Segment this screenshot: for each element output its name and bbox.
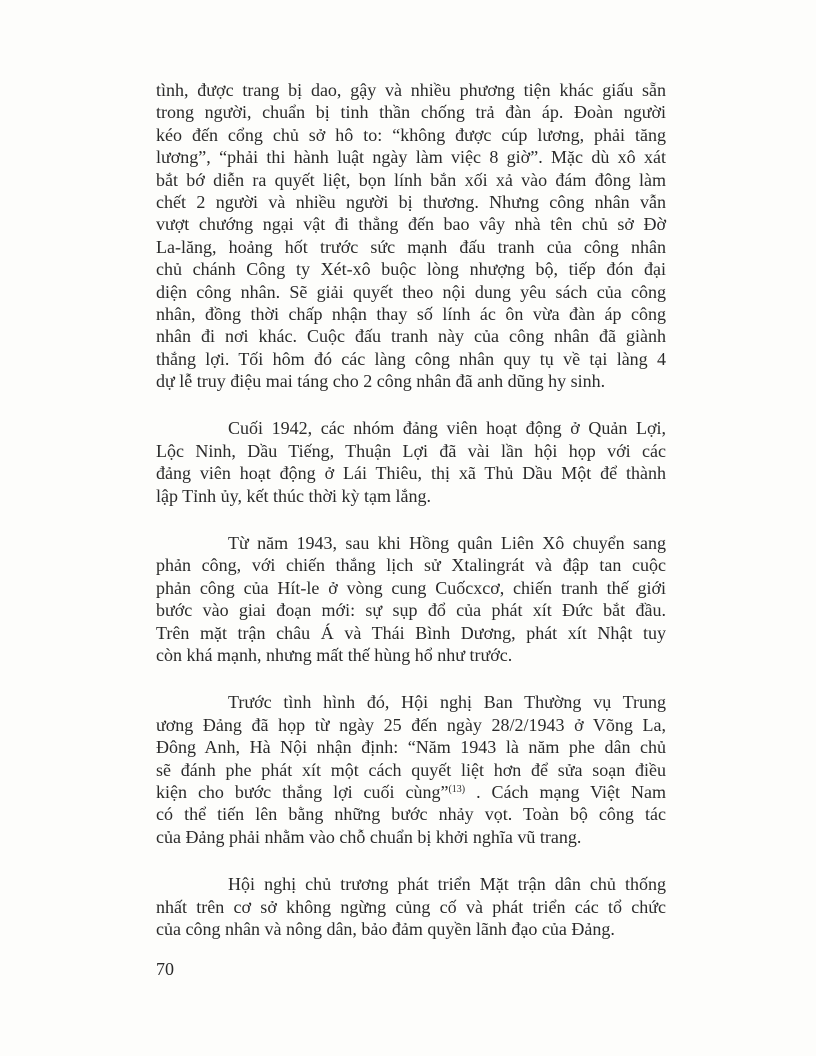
text-line: bắt bớ diễn ra quyết liệt, bọn lính bắn xối xả vào đám đông làm <box>156 169 666 190</box>
text-line: của công nhân và nông dân, bảo đảm quyền lãnh đạo của Đảng. <box>156 918 615 939</box>
body-text <box>156 79 666 940</box>
text-line: phản công, với chiến thắng lịch sử Xtalingrát và đập tan cuộc <box>156 555 666 576</box>
text-line: chết 2 người và nhiều người bị thương. Nhưng công nhân vẫn <box>156 191 666 212</box>
text-line: nhân đi nơi khác. Cuộc đấu tranh này của công nhân đã giành <box>156 326 666 347</box>
paragraph <box>156 417 666 507</box>
text-line: đảng viên hoạt động ở Lái Thiêu, thị xã Thủ Dầu Một để thành <box>156 463 666 484</box>
text-line: còn khá mạnh, nhưng mất thế hùng hổ như trước. <box>156 644 513 665</box>
text-line: bước vào giai đoạn mới: sự sụp đổ của phát xít Đức bắt đầu. <box>156 600 666 621</box>
text-line: Trước tình hình đó, Hội nghị Ban Thường vụ Trung <box>228 692 666 713</box>
text-line <box>156 781 666 803</box>
text-line: thắng lợi. Tối hôm đó các làng công nhân quy tụ về tại làng 4 <box>156 348 666 369</box>
text-line: lương”, “phải thi hành luật ngày làm việc 8 giờ”. Mặc dù xô xát <box>156 147 666 168</box>
text-line: nhất trên cơ sở không ngừng củng cố và phát triển các tổ chức <box>156 896 666 917</box>
text-line: Từ năm 1943, sau khi Hồng quân Liên Xô chuyển sang <box>228 533 666 554</box>
text-line: dự lễ truy điệu mai táng cho 2 công nhân đã anh dũng hy sinh. <box>156 371 606 392</box>
text-line: kéo đến cổng chủ sở hô to: “không được cúp lương, phải tăng <box>156 124 666 145</box>
page-number: 70 <box>156 959 174 979</box>
text-line: Hội nghị chủ trương phát triển Mặt trận dân chủ thống <box>228 874 666 895</box>
text-line: Cuối 1942, các nhóm đảng viên hoạt động ở Quản Lợi, <box>228 418 666 439</box>
text-line: tình, được trang bị dao, gậy và nhiều phương tiện khác giấu sẵn <box>156 80 666 100</box>
paragraph <box>156 79 666 392</box>
paragraph <box>156 873 666 940</box>
text-line: nhân, đồng thời chấp nhận thay số lính ác ôn vừa đàn áp công <box>156 303 666 324</box>
text-line: của Đảng phải nhằm vào chỗ chuẩn bị khởi nghĩa vũ trang. <box>156 826 582 847</box>
text-line: chủ chánh Công ty Xét-xô buộc lòng nhượng bộ, tiếp đón đại <box>156 259 666 280</box>
footnote-reference: (13) <box>448 783 466 795</box>
text-line: vượt chướng ngại vật đi thẳng đến bao vây nhà tên chủ sở Đờ <box>156 214 666 235</box>
text-segment: . Cách mạng Việt Nam <box>465 781 666 802</box>
paragraph <box>156 691 666 848</box>
text-line: phản công của Hít-le ở vòng cung Cuốcxcơ, chiến tranh thế giới <box>156 577 666 598</box>
text-line: Lộc Ninh, Dầu Tiếng, Thuận Lợi đã vài lần hội họp với các <box>156 440 666 461</box>
text-line: diện công nhân. Sẽ giải quyết theo nội dung yêu sách của công <box>156 281 666 302</box>
text-line: lập Tỉnh ủy, kết thúc thời kỳ tạm lắng. <box>156 485 431 506</box>
text-line: có thể tiến lên bằng những bước nhảy vọt. Toàn bộ công tác <box>156 804 666 825</box>
text-line: sẽ đánh phe phát xít một cách quyết liệt hơn để sửa soạn điều <box>156 759 666 780</box>
text-segment: kiện cho bước thắng lợi cuối cùng” <box>156 781 449 802</box>
text-line: trong người, chuẩn bị tinh thần chống trả đàn áp. Đoàn người <box>156 102 666 123</box>
text-line: La-lăng, hoảng hốt trước sức mạnh đấu tranh của công nhân <box>156 236 666 257</box>
text-line: ương Đảng đã họp từ ngày 25 đến ngày 28/2/1943 ở Võng La, <box>156 714 666 735</box>
text-line: Trên mặt trận châu Á và Thái Bình Dương, phát xít Nhật tuy <box>156 622 666 643</box>
paragraph <box>156 532 666 666</box>
text-line: Đông Anh, Hà Nội nhận định: “Năm 1943 là năm phe dân chủ <box>156 737 666 758</box>
